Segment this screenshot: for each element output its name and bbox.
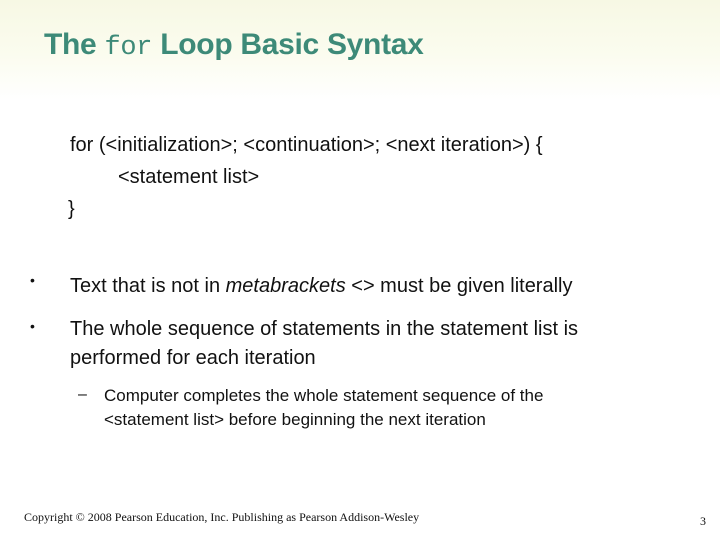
code-line-1: for (<initialization>; <continuation>; <next iteration>) { (70, 134, 543, 156)
subbullet-marker: – (78, 386, 87, 403)
copyright-footer: Copyright © 2008 Pearson Education, Inc. Publishing as Pearson Addison-Wesley (24, 510, 420, 524)
bullet-text-1 (70, 271, 572, 301)
code-line-3: } (68, 198, 75, 220)
bullet-marker-1: • (30, 272, 35, 288)
bullet-text-2-line2: performed for each iteration (70, 347, 316, 369)
title-suffix: Loop Basic Syntax (152, 28, 424, 61)
code-line-2: <statement list> (118, 166, 260, 188)
bullet-text-2-line1: The whole sequence of statements in the statement list is (70, 318, 579, 340)
title-keyword: for (104, 33, 153, 63)
slide-title (44, 28, 424, 63)
bullet-1-italic: metabrackets (225, 275, 346, 297)
bullet-marker-2: • (30, 318, 35, 334)
bullet-1-text-b: <> must be given literally (345, 275, 573, 297)
subbullet-line1: Computer completes the whole statement sequence of the (104, 386, 544, 405)
bullet-1-text-a: Text that is not in (70, 275, 226, 297)
page-number: 3 (700, 514, 706, 528)
title-prefix: The (44, 28, 105, 61)
subbullet-line2: <statement list> before beginning the next iteration (104, 410, 486, 429)
